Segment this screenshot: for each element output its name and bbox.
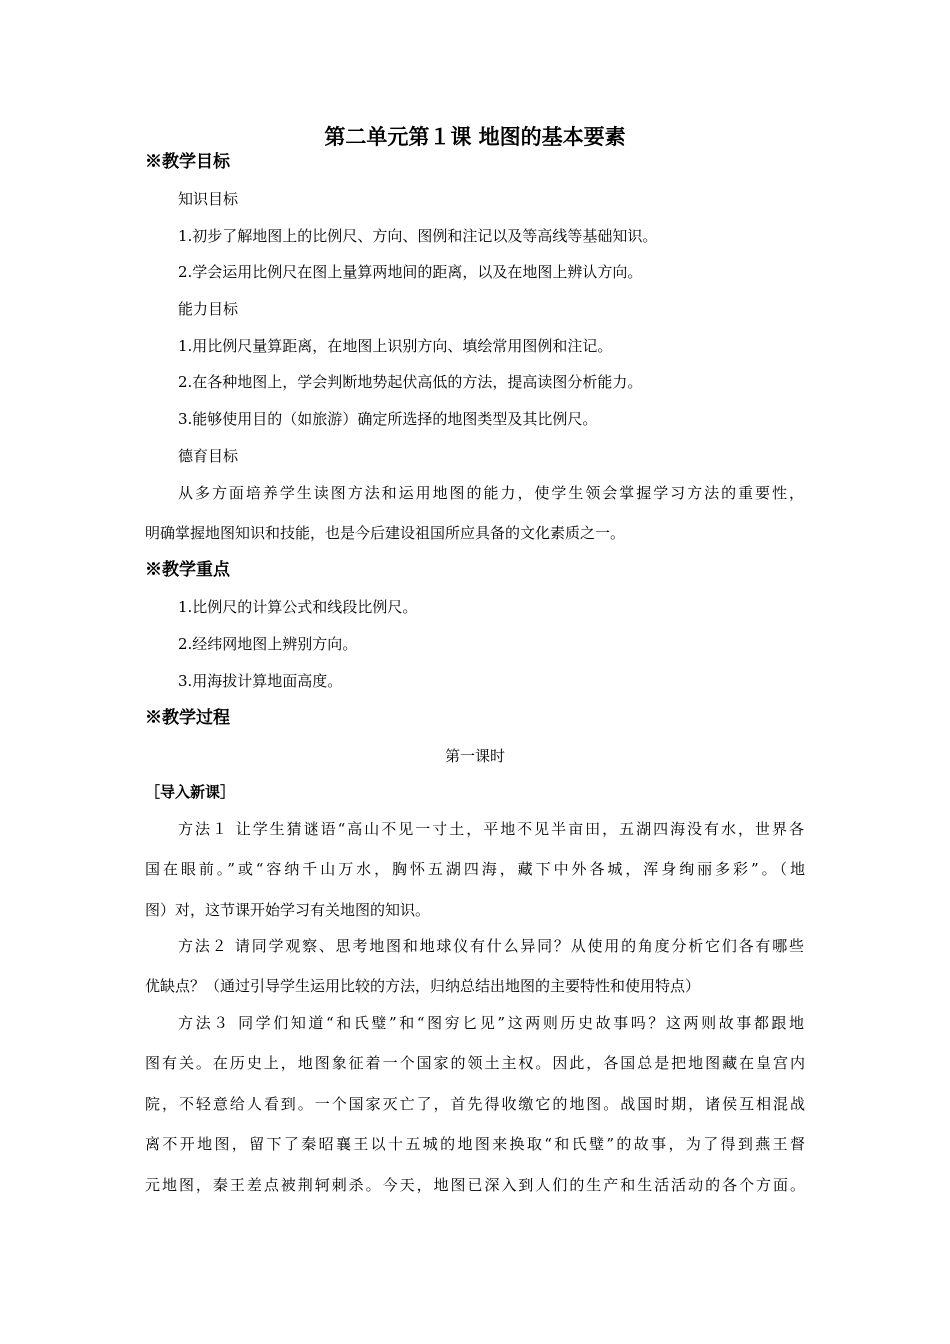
method3-line: 方法３ 同学们知道“和氏璧”和“图穷匕见”这两则历史故事吗？这两则故事都跟地 (178, 1014, 804, 1032)
key-point-item: 2.经纬网地图上辨别方向。 (178, 635, 358, 653)
method1-line: 图）对，这节课开始学习有关地图的知识。 (145, 901, 431, 919)
key-point-item: 1.比例尺的计算公式和线段比例尺。 (178, 598, 418, 616)
lesson-period-label: 第一课时 (444, 747, 505, 765)
method3-line: 离不开地图，留下了秦昭襄王以十五城的地图来换取“和氏璧”的故事，为了得到燕王督 (145, 1135, 805, 1153)
ability-goal-item: 2.在各种地图上，学会判断地势起伏高低的方法，提高读图分析能力。 (178, 373, 643, 391)
method2-line: 优缺点？（通过引导学生运用比较的方法，归纳总结出地图的主要特性和使用特点） (145, 977, 701, 995)
ability-goals-label: 能力目标 (178, 300, 239, 318)
section-heading-process: ※教学过程 (145, 708, 230, 728)
moral-goals-label: 德育目标 (178, 447, 239, 465)
method3-line: 元地图，秦王差点被荆轲刺杀。今天，地图已深入到人们的生产和生活活动的各个方面。 (145, 1176, 805, 1194)
knowledge-goals-label: 知识目标 (178, 190, 239, 208)
ability-goal-item: 1.用比例尺量算距离，在地图上识别方向、填绘常用图例和注记。 (178, 337, 613, 355)
knowledge-goal-item: 2.学会运用比例尺在图上量算两地间的距离，以及在地图上辨认方向。 (178, 263, 643, 281)
method3-line: 院，不轻意给人看到。一个国家灭亡了，首先得收缴它的地图。战国时期，诸侯互相混战 (145, 1095, 805, 1113)
key-point-item: 3.用海拔计算地面高度。 (178, 672, 343, 690)
section-heading-key-points: ※教学重点 (145, 560, 230, 580)
moral-goals-text-line: 明确掌握地图知识和技能，也是今后建设祖国所应具备的文化素质之一。 (145, 524, 626, 542)
method1-line: 国在眼前。”或“容纳千山万水，胸怀五湖四海，藏下中外各城，浑身绚丽多彩”。（地 (145, 860, 805, 878)
knowledge-goal-item: 1.初步了解地图上的比例尺、方向、图例和注记以及等高线等基础知识。 (178, 227, 658, 245)
section-heading-goals: ※教学目标 (145, 152, 230, 172)
method2-line: 方法２ 请同学观察、思考地图和地球仪有什么异同？从使用的角度分析它们各有哪些 (178, 937, 804, 955)
method1-line: 方法１ 让学生猜谜语“高山不见一寸土，平地不见半亩田，五湖四海没有水，世界各 (178, 820, 804, 838)
intro-heading: ［导入新课］ (145, 783, 236, 801)
method3-line: 图有关。在历史上，地图象征着一个国家的领土主权。因此，各国总是把地图藏在皇宫内 (145, 1054, 805, 1072)
ability-goal-item: 3.能够使用目的（如旅游）确定所选择的地图类型及其比例尺。 (178, 410, 598, 428)
document-title: 第二单元第１课 地图的基本要素 (324, 124, 626, 149)
moral-goals-text-line: 从多方面培养学生读图方法和运用地图的能力，使学生领会掌握学习方法的重要性， (178, 484, 804, 502)
